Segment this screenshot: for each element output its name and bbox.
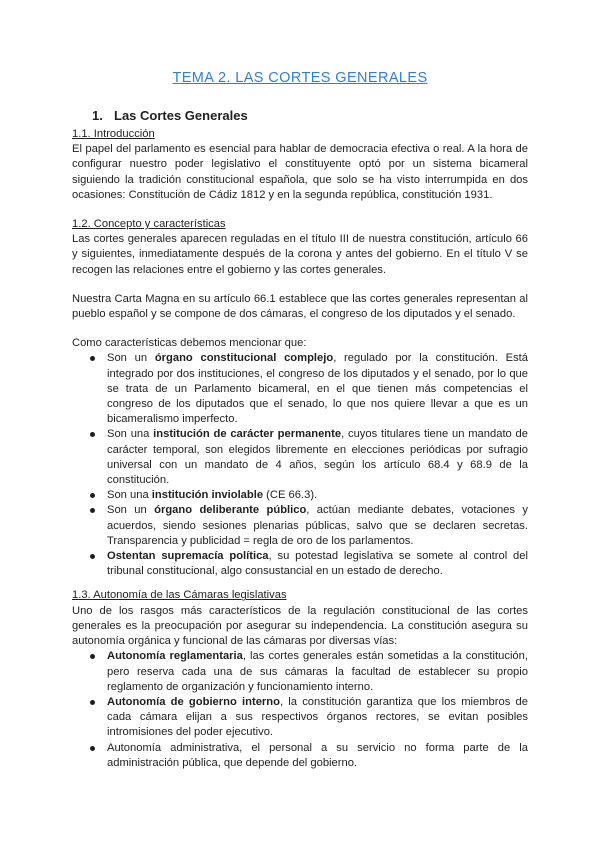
bullet-icon [90,432,95,437]
bullet-icon [90,700,95,705]
paragraph-concepto-1: Las cortes generales aparecen reguladas en el título III de nuestra constitución, artículo 66 y siguientes, inmediatamente después de la corona y antes del gobierno. En el título V se recogen las relaciones entre el gobierno y las cortes generales. [72,233,528,276]
bullet-icon [90,356,95,361]
section-title: Las Cortes Generales [114,108,248,123]
bullet-icon [90,746,95,751]
subsection-heading-1-1: 1.1. Introducción [72,128,155,140]
bullet-icon [90,654,95,659]
list-item: Ostentan supremacía política, su potestad legislativa se somete al control del tribunal constitucional, algo consustancial en un estado de derecho. [72,549,528,579]
paragraph-caracteristicas-intro: Como características debemos mencionar que: [72,337,307,350]
bullet-icon [90,493,95,498]
list-item: Son una institución inviolable (CE 66.3). [72,488,528,503]
document-body [72,108,528,771]
list-item: Son una institución de carácter permanente, cuyos titulares tiene un mandato de carácter temporal, son elegidos libremente en elecciones periódicas por sufragio universal con un mandato de 4 años, según los artículo 68.4 y 68.9 de la constitución. [72,427,528,488]
caracteristicas-list [72,351,528,579]
paragraph-autonomia: Uno de los rasgos más característicos de la regulación constitucional de las cortes generales es la preocupación por asegurar su independencia. La constitución asegura su autonomía orgánica y funcional de las cámaras por diversas vías: [72,604,528,648]
section-heading-1 [72,108,528,123]
list-item: Son un órgano constitucional complejo, regulado por la constitución. Está integrado por dos instituciones, el congreso de los diputados y el senado, por lo que se trata de un Parlamento bicameral, en el que tienen más competencias el congreso de los diputados que el senado, lo que nos quiere llevar a que es un bicameralismo imperfecto. [72,351,528,427]
paragraph-introduccion: El papel del parlamento es esencial para hablar de democracia efectiva o real. A la hora de configurar nuestro poder legislativo el constituyente optó por un sistema bicameral siguiendo la tradición constitucional española, que solo se ha visto interrumpida en dos ocasiones: Constitución de Cádiz 1812 y en la segunda república, constitución 1931. [72,143,528,201]
list-item: Autonomía reglamentaria, las cortes generales están sometidas a la constitución, pero reserva cada una de sus cámaras la facultad de establecer su propio reglamento de organización y funcionamiento interno. [72,649,528,695]
subsection-heading-1-3: 1.3. Autonomía de las Cámaras legislativas [72,589,287,602]
list-item: Son un órgano deliberante público, actúan mediante debates, votaciones y acuerdos, siendo sesiones plenarias públicas, salvo que se declaren secretas. Transparencia y publicidad = regla de oro de los parlamentos. [72,503,528,549]
list-item: Autonomía administrativa, el personal a su servicio no forma parte de la administración pública, que depende del gobierno. [72,741,528,771]
autonomia-list [72,649,528,771]
bullet-icon [90,554,95,559]
subsection-heading-1-2: 1.2. Concepto y características [72,218,226,231]
document-title: TEMA 2. LAS CORTES GENERALES [172,70,428,86]
section-number: 1. [92,108,103,123]
list-item: Autonomía de gobierno interno, la constitución garantiza que los miembros de cada cámara elijan a sus respectivos órganos rectores, se evitan posibles intromisiones del poder ejecutivo. [72,695,528,741]
bullet-icon [90,508,95,513]
paragraph-concepto-2: Nuestra Carta Magna en su artículo 66.1 establece que las cortes generales representan al pueblo español y se compone de dos cámaras, el congreso de los diputados y el senado. [72,292,528,321]
